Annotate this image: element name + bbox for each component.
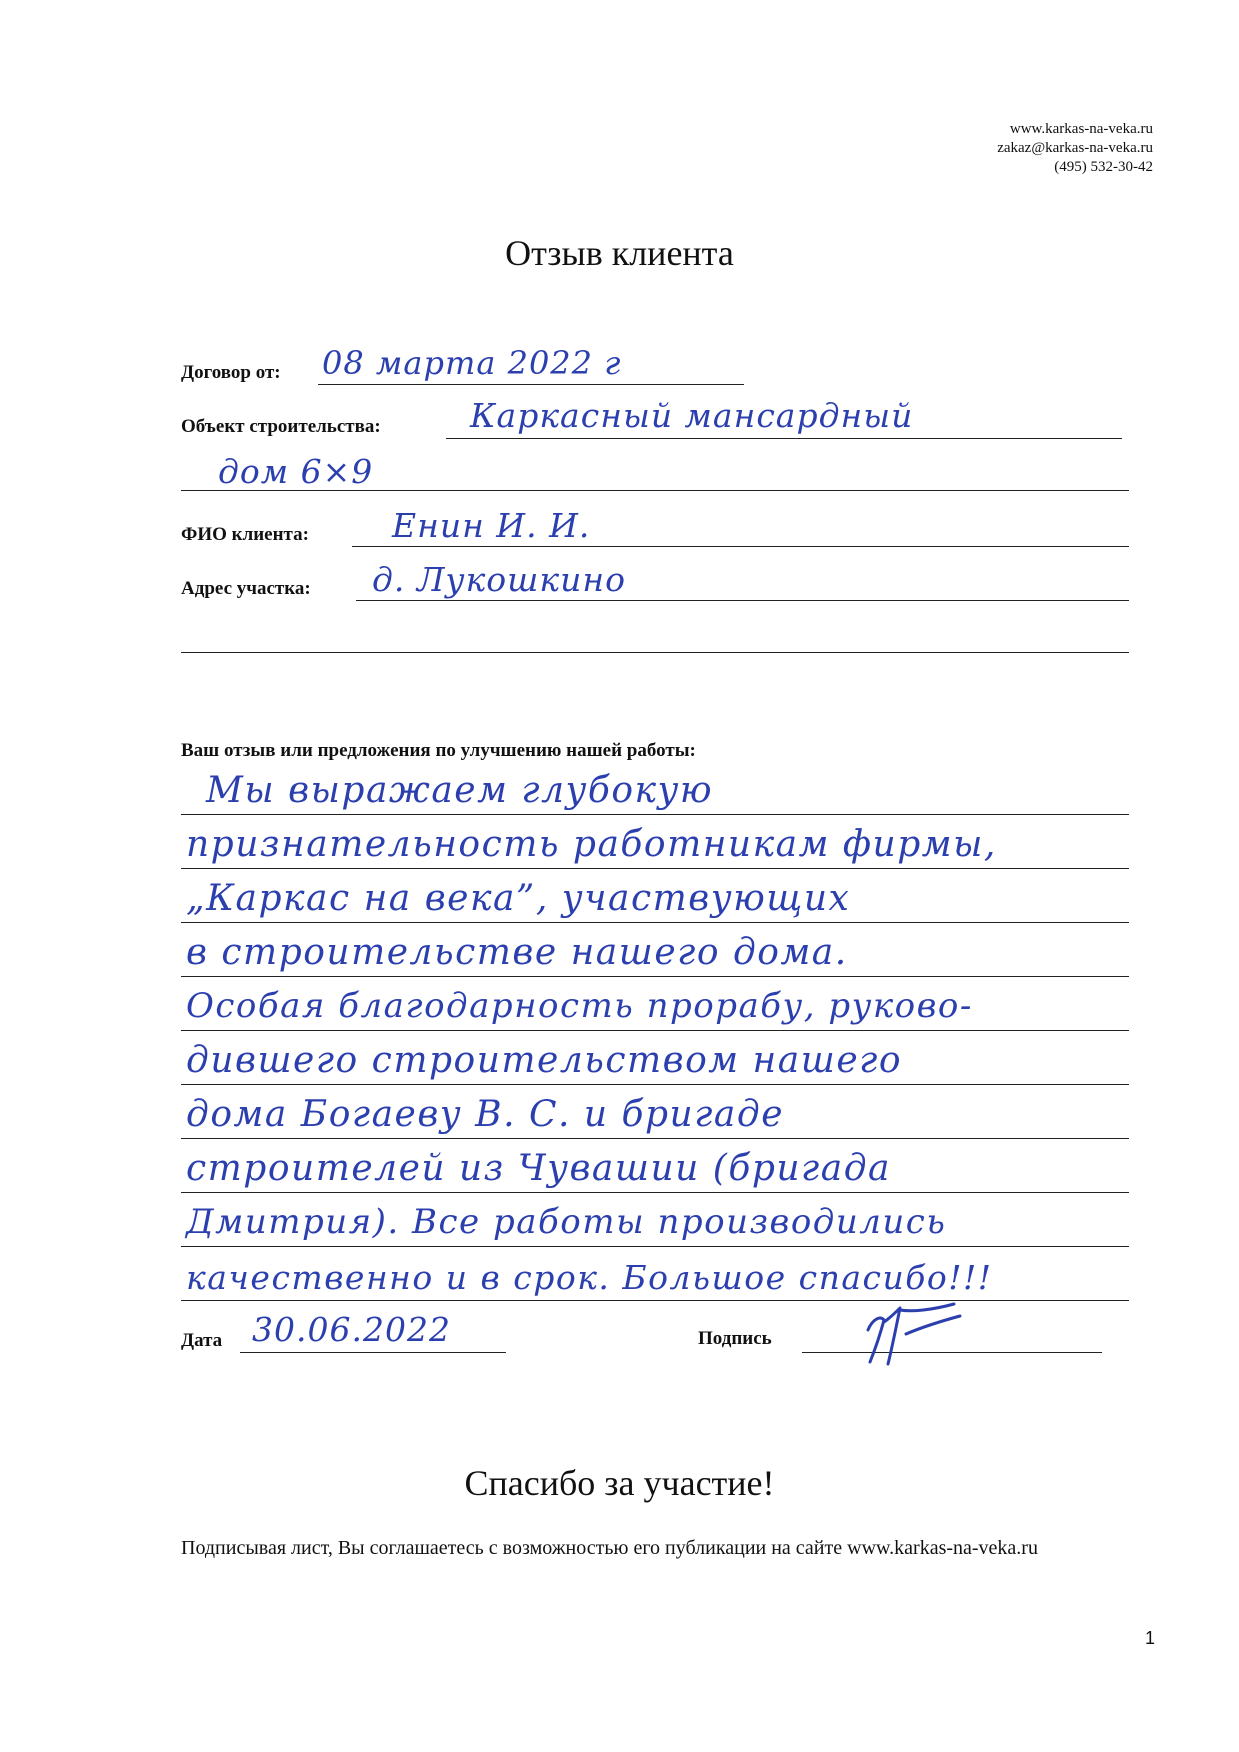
address-value: д. Лукошкино xyxy=(372,560,626,599)
review-rule xyxy=(181,868,1129,869)
review-text-line: Мы выражаем глубокую xyxy=(206,770,714,811)
consent-text: Подписывая лист, Вы соглашаетесь с возможностью его публикации на сайте www.karkas-na-veka.ru xyxy=(181,1537,1038,1559)
address-line xyxy=(356,600,1129,601)
thanks-heading: Спасибо за участие! xyxy=(464,1463,775,1503)
page-number: 1 xyxy=(1144,1628,1155,1648)
object-value-1: Каркасный мансардный xyxy=(470,396,914,435)
signature-label: Подпись xyxy=(698,1328,772,1349)
review-rule xyxy=(181,1192,1129,1193)
object-line-1 xyxy=(446,438,1122,439)
review-text-line: строителей из Чувашии (бригада xyxy=(186,1148,891,1189)
date-line xyxy=(240,1352,506,1353)
date-label: Дата xyxy=(181,1330,223,1351)
page-title: Отзыв клиента xyxy=(505,233,734,273)
review-rule xyxy=(181,976,1129,977)
review-rule xyxy=(181,1084,1129,1085)
object-label: Объект строительства: xyxy=(181,416,381,437)
review-rule xyxy=(181,1246,1129,1247)
phone-number: (495) 532-30-42 xyxy=(1054,159,1153,175)
object-value-2: дом 6×9 xyxy=(218,452,374,491)
review-text-line: Особая благодарность прорабу, руково- xyxy=(186,986,973,1026)
date-value: 30.06.2022 xyxy=(252,1310,451,1349)
review-text-line: Дмитрия). Все работы производились xyxy=(186,1202,947,1242)
client-value: Енин И. И. xyxy=(392,506,591,545)
website-link[interactable]: www.karkas-na-veka.ru xyxy=(1009,121,1153,137)
address-line-2 xyxy=(181,652,1129,653)
review-text-line: дома Богаеву В. С. и бригаде xyxy=(186,1094,784,1135)
review-rule xyxy=(181,922,1129,923)
signature-icon xyxy=(850,1300,1000,1370)
client-line xyxy=(352,546,1129,547)
contact-block xyxy=(997,120,1153,177)
review-text-line: в строительстве нашего дома. xyxy=(186,932,848,973)
review-text-line: качественно и в срок. Большое спасибо!!! xyxy=(186,1258,993,1297)
client-label: ФИО клиента: xyxy=(181,524,309,545)
contract-value: 08 марта 2022 г xyxy=(322,344,622,382)
review-text-line: признательность работникам фирмы, xyxy=(186,824,997,865)
review-rule xyxy=(181,1030,1129,1031)
review-text-line: „Каркас на века”, участвующих xyxy=(186,878,851,919)
address-label: Адрес участка: xyxy=(181,578,311,599)
email-link[interactable]: zakaz@karkas-na-veka.ru xyxy=(997,140,1153,156)
review-label: Ваш отзыв или предложения по улучшению нашей работы: xyxy=(181,740,696,761)
review-rule xyxy=(181,814,1129,815)
contract-line xyxy=(318,384,744,385)
review-text-line: дившего строительством нашего xyxy=(186,1040,903,1081)
contract-label: Договор от: xyxy=(181,362,281,383)
review-rule xyxy=(181,1138,1129,1139)
